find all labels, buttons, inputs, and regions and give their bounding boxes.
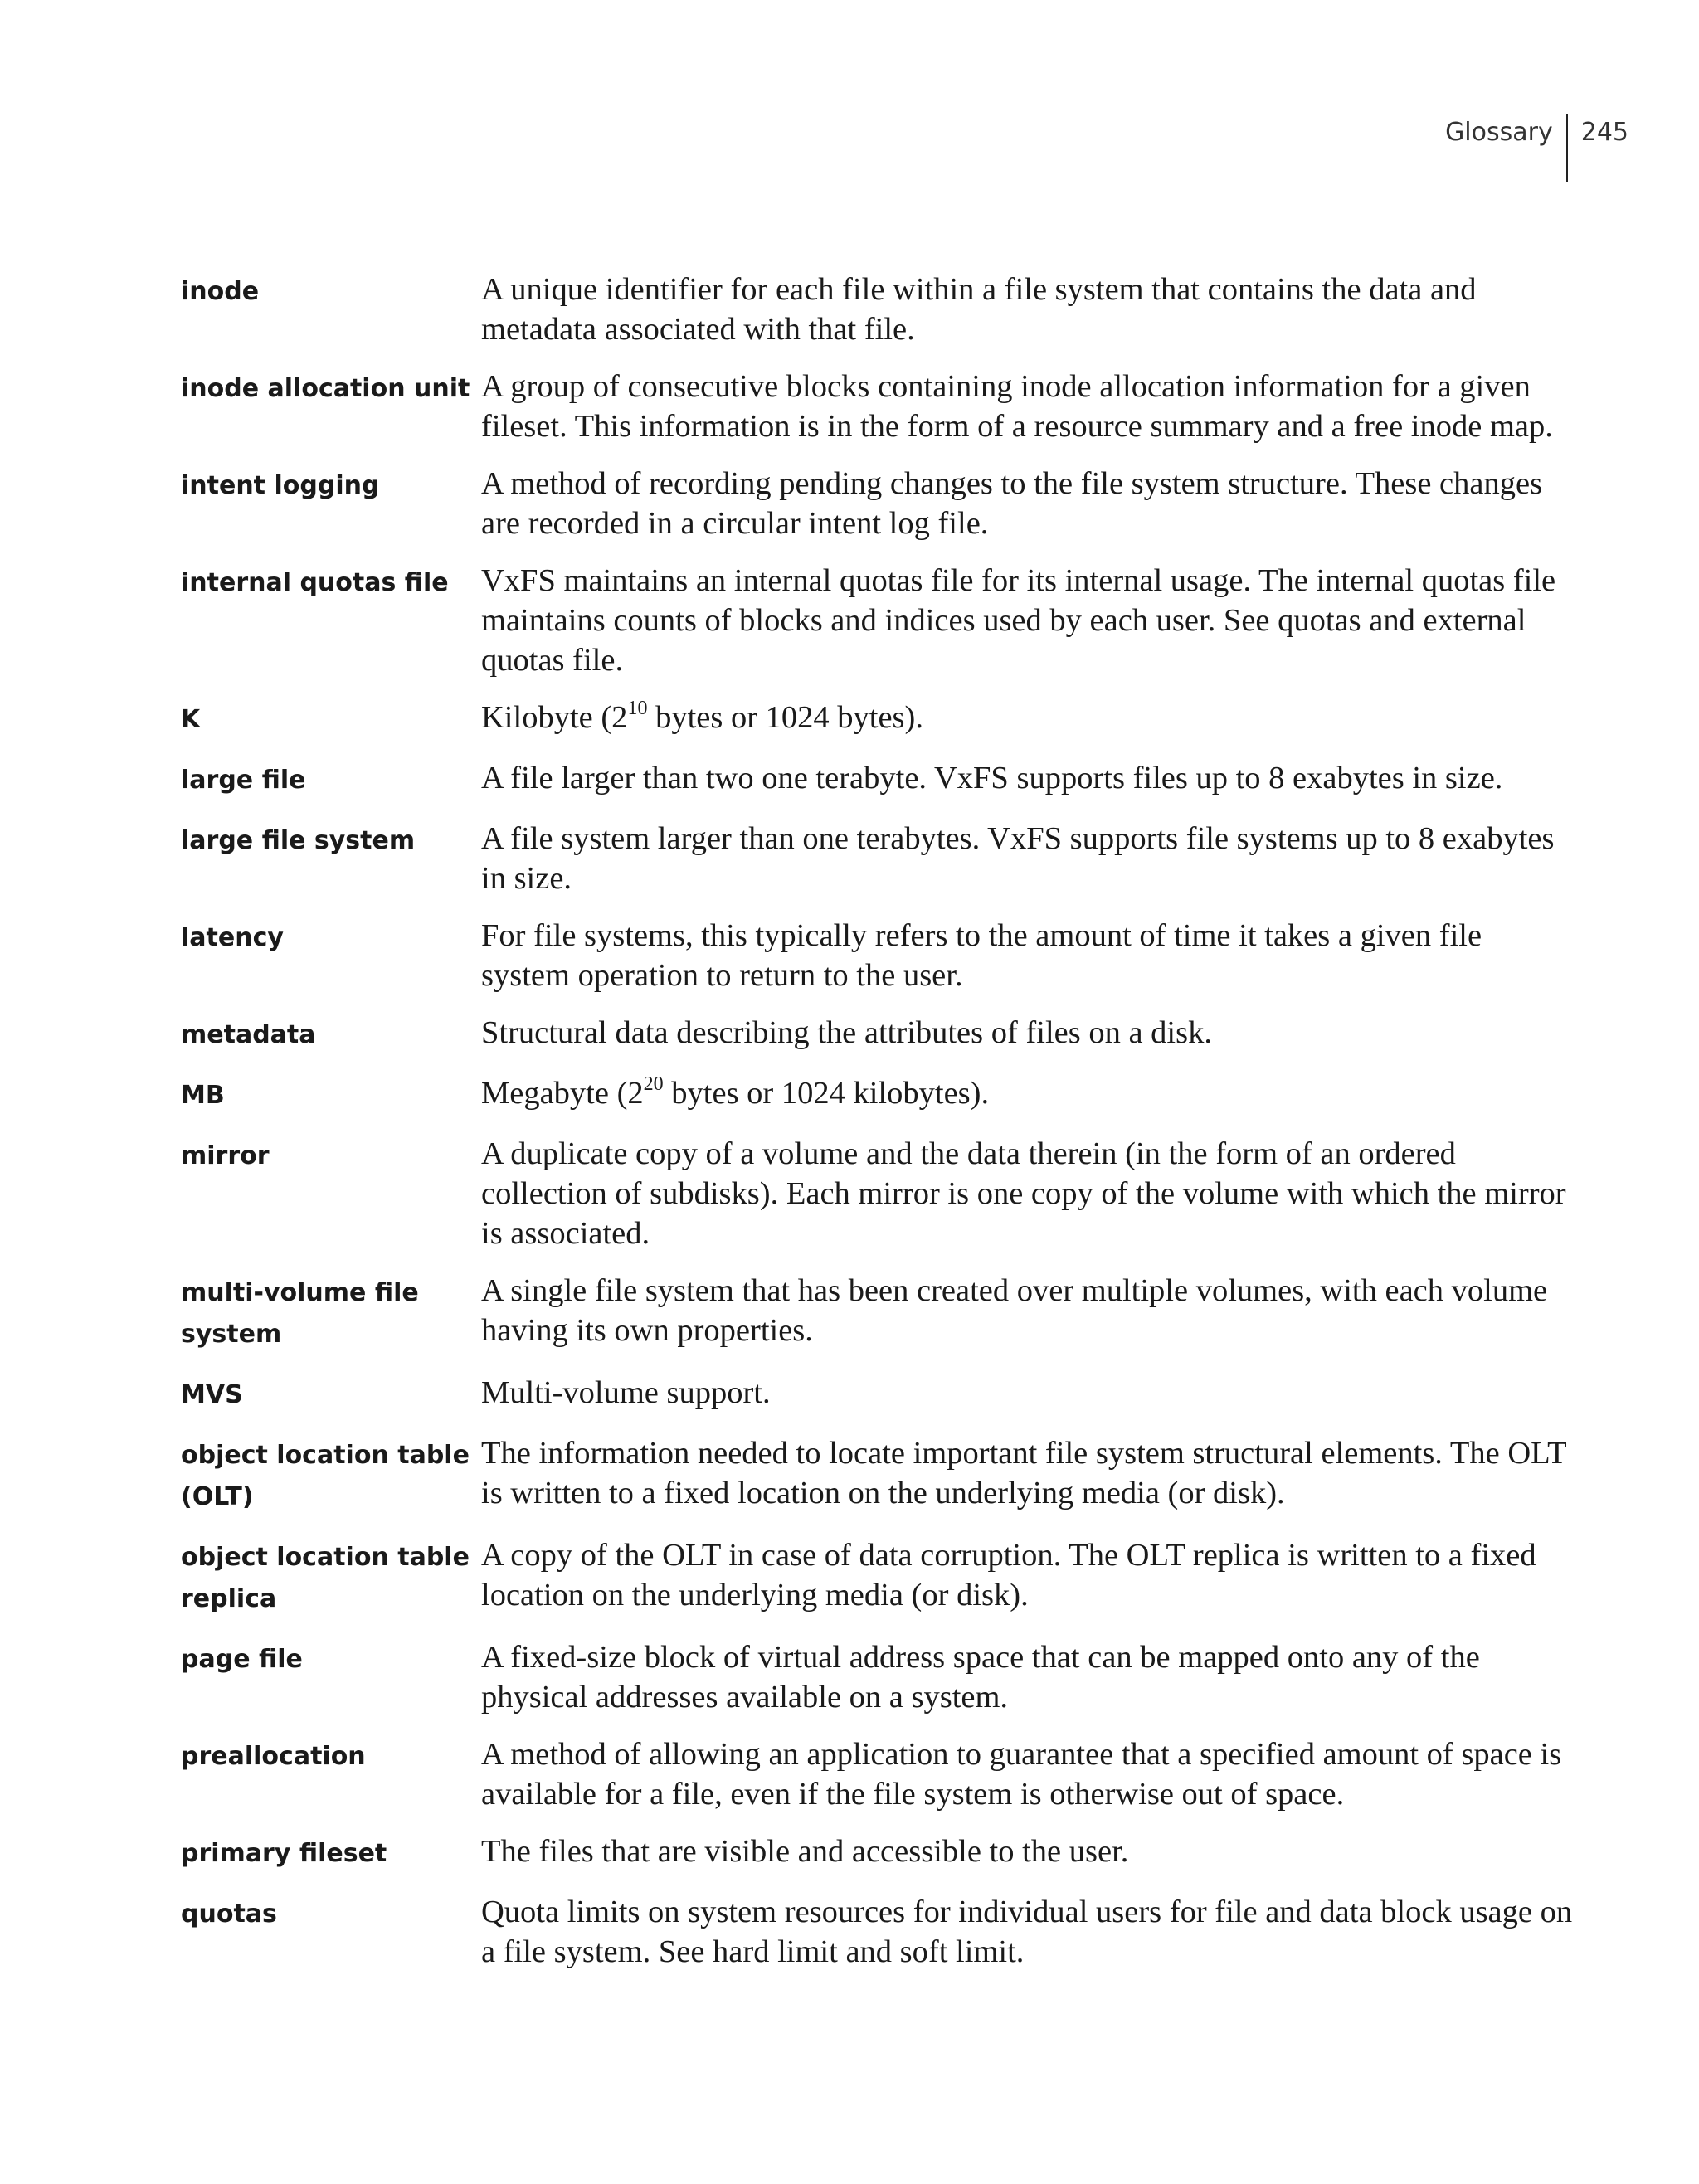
glossary-definition: A unique identifier for each file within a file system that contains the data and metadata associated with that file. bbox=[481, 272, 1477, 347]
glossary-term: latency bbox=[181, 923, 284, 952]
glossary-definition bbox=[481, 698, 1575, 737]
glossary-term: MB bbox=[181, 1081, 225, 1110]
glossary-definition: VxFS maintains an internal quotas file for its internal usage. The internal quotas file maintains counts of blocks and indices used by each user. See quotas and external quotas file. bbox=[481, 563, 1556, 678]
glossary-entry-large-file bbox=[181, 758, 1575, 801]
glossary-definition: For file systems, this typically refers to the amount of time it takes a given file system operation to return to the user. bbox=[481, 918, 1482, 993]
glossary-definition: Quota limits on system resources for individual users for file and data block usage on a file system. See hard limit and soft limit. bbox=[481, 1895, 1573, 1969]
glossary-term: object location table (OLT) bbox=[181, 1441, 470, 1511]
exponent: 20 bbox=[643, 1073, 664, 1096]
glossary-definition: A duplicate copy of a volume and the data therein (in the form of an ordered collection of subdisks). Each mirror is one copy of the volume with which the mirror is associated. bbox=[481, 1136, 1566, 1251]
glossary-definition: Structural data describing the attributes of files on a disk. bbox=[481, 1015, 1212, 1050]
glossary-term: primary fileset bbox=[181, 1839, 387, 1868]
glossary-term: metadata bbox=[181, 1020, 316, 1049]
definition-text: bytes or 1024 kilobytes). bbox=[663, 1076, 990, 1111]
glossary-entry-latency bbox=[181, 916, 1575, 995]
glossary-entry-primary-fileset bbox=[181, 1831, 1575, 1875]
glossary-term: mirror bbox=[181, 1141, 270, 1170]
glossary-entry-multi-volume-file-system bbox=[181, 1271, 1575, 1355]
glossary-definition: A group of consecutive blocks containing inode allocation information for a given fileset. This information is in the form of a resource summary and a free inode map. bbox=[481, 369, 1553, 444]
glossary-entry-internal-quotas-file bbox=[181, 561, 1575, 680]
glossary-entry-preallocation bbox=[181, 1734, 1575, 1814]
glossary-definition: A method of allowing an application to guarantee that a specified amount of space is available for a file, even if the file system is otherwise out of space. bbox=[481, 1737, 1562, 1812]
glossary-entry-object-location-table bbox=[181, 1433, 1575, 1518]
glossary-term: object location table replica bbox=[181, 1543, 470, 1613]
glossary-entry-metadata bbox=[181, 1013, 1575, 1056]
glossary-term: multi-volume file system bbox=[181, 1278, 419, 1349]
definition-text: bytes or 1024 bytes). bbox=[647, 700, 923, 735]
glossary-term: internal quotas file bbox=[181, 568, 449, 597]
glossary-term: large file bbox=[181, 766, 306, 795]
glossary-term: MVS bbox=[181, 1380, 243, 1409]
glossary-entry-quotas bbox=[181, 1892, 1575, 1972]
glossary-entry-intent-logging bbox=[181, 464, 1575, 543]
glossary-entry-mirror bbox=[181, 1134, 1575, 1253]
glossary-entry-large-file-system bbox=[181, 819, 1575, 898]
glossary-definition: A method of recording pending changes to the file system structure. These changes are recorded in a circular intent log file. bbox=[481, 466, 1543, 541]
glossary-entry-inode-allocation-unit bbox=[181, 367, 1575, 446]
glossary-term: page file bbox=[181, 1645, 303, 1674]
glossary-definition: Multi-volume support. bbox=[481, 1375, 771, 1410]
glossary-list bbox=[181, 270, 1575, 1989]
glossary-definition bbox=[481, 1073, 1575, 1113]
running-header bbox=[1445, 114, 1628, 182]
glossary-entry-k bbox=[181, 698, 1575, 741]
glossary-definition: The information needed to locate important file system structural elements. The OLT is written to a fixed location on the underlying media (or disk). bbox=[481, 1436, 1566, 1510]
glossary-definition: A file larger than two one terabyte. VxFS supports files up to 8 exabytes in size. bbox=[481, 761, 1503, 795]
exponent: 10 bbox=[627, 698, 648, 720]
glossary-definition: A fixed-size block of virtual address space that can be mapped onto any of the physical addresses available on a system. bbox=[481, 1640, 1480, 1715]
glossary-definition: A single file system that has been created over multiple volumes, with each volume having its own properties. bbox=[481, 1273, 1548, 1348]
glossary-definition: The files that are visible and accessible to the user. bbox=[481, 1834, 1129, 1869]
glossary-entry-inode bbox=[181, 270, 1575, 349]
glossary-definition: A file system larger than one terabytes. VxFS supports file systems up to 8 exabytes in size. bbox=[481, 821, 1555, 896]
glossary-definition: A copy of the OLT in case of data corruption. The OLT replica is written to a fixed location on the underlying media (or disk). bbox=[481, 1538, 1536, 1612]
glossary-term: inode allocation unit bbox=[181, 374, 470, 403]
glossary-entry-mvs bbox=[181, 1373, 1575, 1416]
page-number: 245 bbox=[1580, 118, 1628, 147]
section-title: Glossary bbox=[1445, 118, 1553, 147]
glossary-entry-object-location-table-replica bbox=[181, 1535, 1575, 1620]
definition-text: Kilobyte (2 bbox=[481, 700, 628, 735]
glossary-term: intent logging bbox=[181, 471, 380, 500]
glossary-entry-mb bbox=[181, 1073, 1575, 1116]
glossary-term: large file system bbox=[181, 826, 416, 855]
glossary-term: quotas bbox=[181, 1899, 277, 1929]
definition-text: Megabyte (2 bbox=[481, 1076, 644, 1111]
glossary-term: preallocation bbox=[181, 1742, 366, 1771]
glossary-entry-page-file bbox=[181, 1637, 1575, 1717]
glossary-term: inode bbox=[181, 277, 260, 306]
glossary-term: K bbox=[181, 705, 201, 734]
